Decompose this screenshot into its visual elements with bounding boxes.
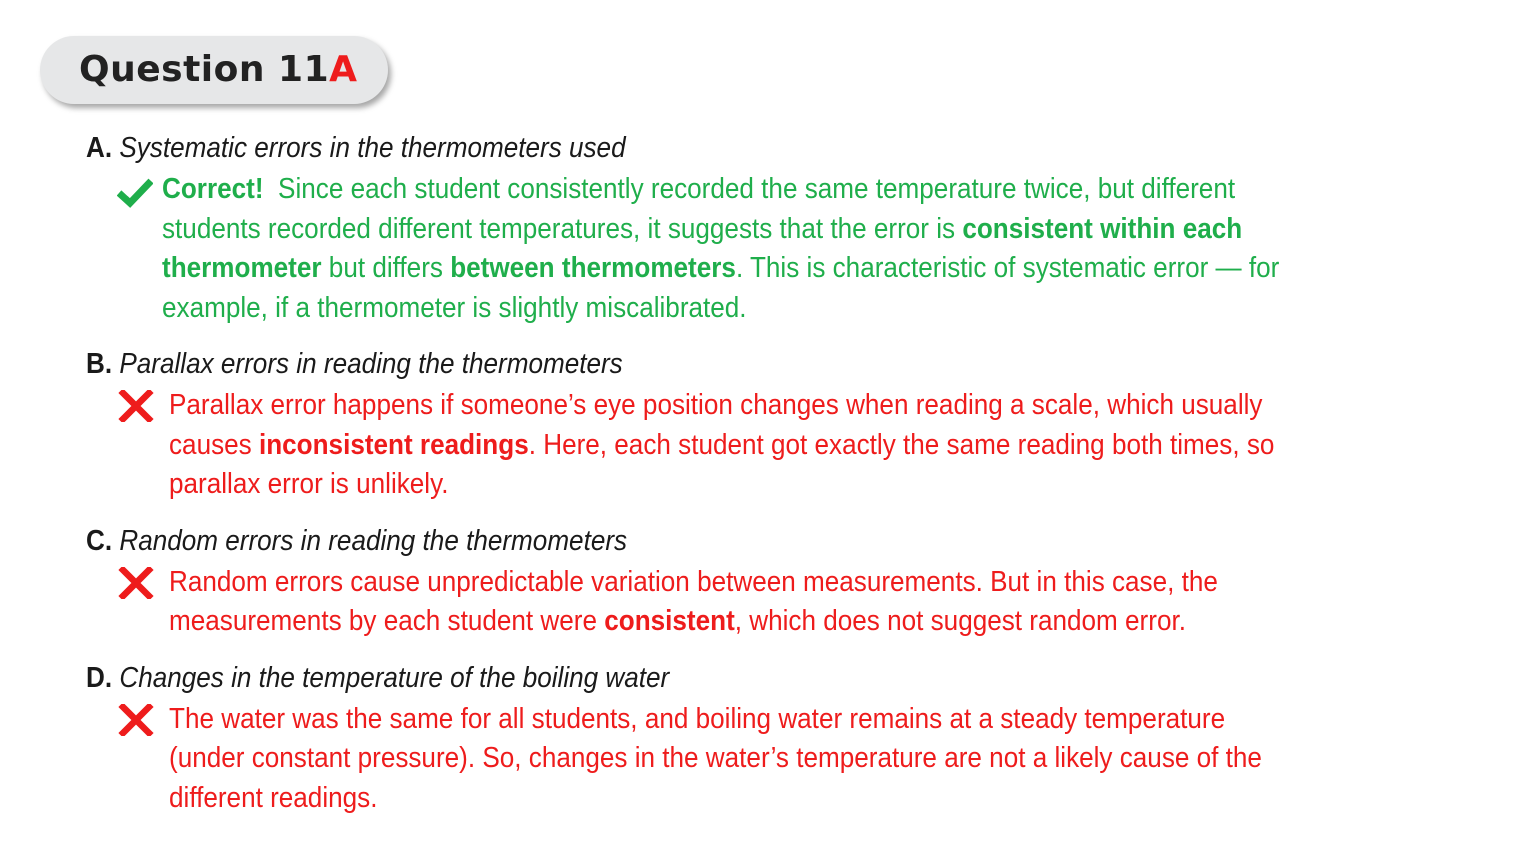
option-c-feedback [86, 563, 1386, 642]
option-d [86, 656, 1386, 819]
check-icon [117, 176, 153, 208]
question-title-letter: A [329, 49, 358, 90]
option-b-text: Parallax errors in reading the thermometers [119, 348, 623, 380]
option-b-feedback [86, 386, 1386, 505]
cross-icon [118, 704, 154, 736]
option-a-feedback [86, 170, 1386, 328]
option-a-emphasis-2: between thermometers [450, 252, 736, 284]
option-b-heading [86, 342, 1256, 386]
option-b-letter: B. [86, 348, 113, 380]
option-d-feedback-text: The water was the same for all students, and boiling water remains at a steady temperature (under constant pressure). So, changes in the water’s temperature are not a likely cause of the different readings. [169, 702, 1262, 814]
question-title-prefix: Question 11 [79, 49, 330, 90]
cross-icon [118, 390, 154, 422]
option-a-heading [86, 126, 1256, 170]
option-d-feedback [86, 700, 1386, 819]
question-title [79, 48, 358, 92]
option-c-text: Random errors in reading the thermometers [119, 524, 628, 557]
option-a-verdict: Correct! [162, 173, 264, 205]
option-a-emphasis-1: consistent within each thermometer [162, 212, 1243, 284]
option-d-text: Changes in the temperature of the boiling water [119, 661, 670, 694]
option-c-heading [86, 519, 1256, 563]
option-a [86, 126, 1386, 328]
option-a-feedback-text: Correct! Since each student consistently recorded the same temperature twice, but different students recorded different temperatures, it suggests that the error is consistent within each thermometer but differs between thermometers. This is characteristic of systematic error — for example, if a thermometer is slightly miscalibrated. [162, 173, 1280, 324]
option-b-feedback-text: Parallax error happens if someone’s eye position changes when reading a scale, which usually causes inconsistent readings. Here, each student got exactly the same reading both times, so parallax error is unlikely. [169, 389, 1275, 500]
option-a-text: Systematic errors in the thermometers used [119, 132, 626, 164]
answer-options [86, 126, 1386, 832]
option-d-letter: D. [86, 661, 113, 694]
option-c-letter: C. [86, 524, 113, 557]
option-a-letter: A. [86, 132, 113, 164]
option-b-emphasis-1: inconsistent readings [258, 428, 529, 461]
option-c-feedback-text: Random errors cause unpredictable variation between measurements. But in this case, the measurements by each student were consistent, which does not suggest random error. [169, 565, 1218, 637]
cross-icon [118, 567, 154, 599]
option-c [86, 519, 1386, 642]
option-d-heading [86, 656, 1256, 700]
option-b [86, 342, 1386, 505]
option-c-emphasis-1: consistent [604, 605, 735, 637]
